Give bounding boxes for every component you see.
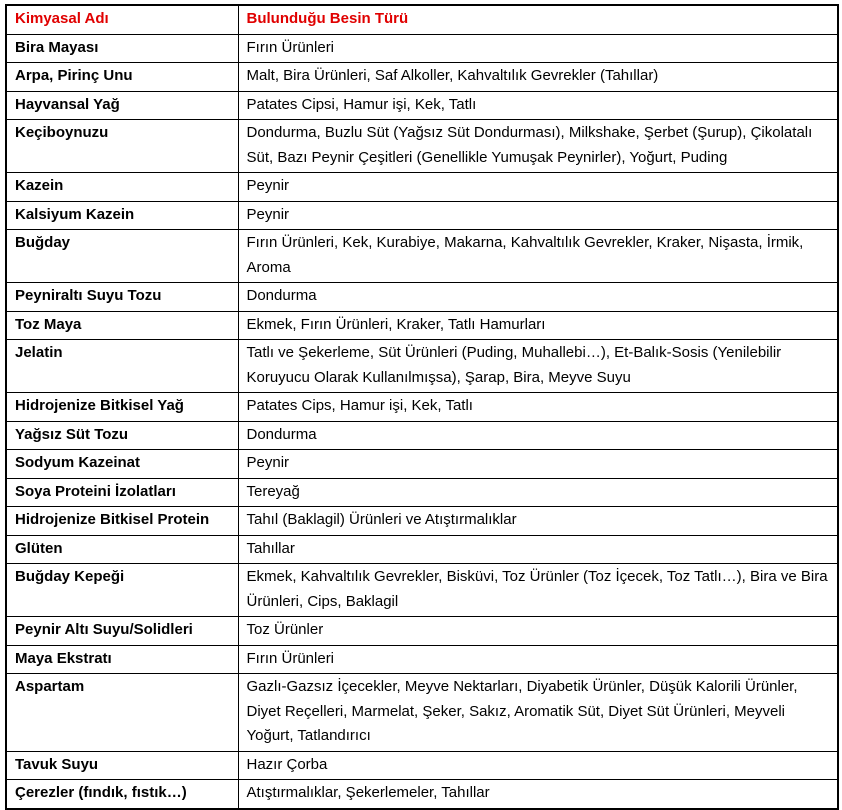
chemical-name-cell: Glüten bbox=[6, 535, 238, 564]
chemical-name-cell: Jelatin bbox=[6, 340, 238, 393]
chemical-name-cell: Kazein bbox=[6, 173, 238, 202]
food-types-cell: Hazır Çorba bbox=[238, 751, 838, 780]
chemical-name-cell: Maya Ekstratı bbox=[6, 645, 238, 674]
table-row bbox=[6, 283, 838, 312]
food-types-cell: Tahıl (Baklagil) Ürünleri ve Atıştırmalıklar bbox=[238, 507, 838, 536]
chemical-name-cell: Kalsiyum Kazein bbox=[6, 201, 238, 230]
chemical-name-cell: Hidrojenize Bitkisel Protein bbox=[6, 507, 238, 536]
chemical-name-cell: Tavuk Suyu bbox=[6, 751, 238, 780]
food-types-cell: Malt, Bira Ürünleri, Saf Alkoller, Kahvaltılık Gevrekler (Tahıllar) bbox=[238, 63, 838, 92]
food-types-cell: Tereyağ bbox=[238, 478, 838, 507]
table-row bbox=[6, 63, 838, 92]
chemical-name-cell: Peyniraltı Suyu Tozu bbox=[6, 283, 238, 312]
table-row bbox=[6, 450, 838, 479]
table-row bbox=[6, 564, 838, 617]
food-types-cell: Ekmek, Kahvaltılık Gevrekler, Bisküvi, Toz Ürünler (Toz İçecek, Toz Tatlı…), Bira ve Bira Ürünleri, Cips, Baklagil bbox=[238, 564, 838, 617]
table-row bbox=[6, 478, 838, 507]
chemical-name-cell: Toz Maya bbox=[6, 311, 238, 340]
food-types-cell: Peynir bbox=[238, 450, 838, 479]
table-row bbox=[6, 34, 838, 63]
food-types-cell: Ekmek, Fırın Ürünleri, Kraker, Tatlı Hamurları bbox=[238, 311, 838, 340]
food-types-cell: Dondurma bbox=[238, 283, 838, 312]
food-types-cell: Dondurma bbox=[238, 421, 838, 450]
table-row bbox=[6, 340, 838, 393]
food-types-cell: Toz Ürünler bbox=[238, 617, 838, 646]
header-row bbox=[6, 5, 838, 34]
chemical-food-table bbox=[5, 4, 839, 810]
food-types-cell: Peynir bbox=[238, 201, 838, 230]
table-row bbox=[6, 535, 838, 564]
table-row bbox=[6, 617, 838, 646]
chemical-name-cell: Hayvansal Yağ bbox=[6, 91, 238, 120]
food-types-cell: Tatlı ve Şekerleme, Süt Ürünleri (Puding, Muhallebi…), Et-Balık-Sosis (Yenilebilir Koruyucu Olarak Kullanılmışsa), Şarap, Bira, Meyve Suyu bbox=[238, 340, 838, 393]
table-row bbox=[6, 751, 838, 780]
table-row bbox=[6, 780, 838, 809]
food-types-cell: Patates Cips, Hamur işi, Kek, Tatlı bbox=[238, 393, 838, 422]
column-header-chemical-name: Kimyasal Adı bbox=[6, 5, 238, 34]
food-types-cell: Dondurma, Buzlu Süt (Yağsız Süt Dondurması), Milkshake, Şerbet (Şurup), Çikolatalı Süt, Bazı Peynir Çeşitleri (Genellikle Yumuşak Peynirler), Yoğurt, Puding bbox=[238, 120, 838, 173]
column-header-food-type: Bulunduğu Besin Türü bbox=[238, 5, 838, 34]
table-row bbox=[6, 421, 838, 450]
chemical-name-cell: Yağsız Süt Tozu bbox=[6, 421, 238, 450]
food-types-cell: Tahıllar bbox=[238, 535, 838, 564]
food-types-cell: Fırın Ürünleri bbox=[238, 645, 838, 674]
food-types-cell: Patates Cipsi, Hamur işi, Kek, Tatlı bbox=[238, 91, 838, 120]
chemical-name-cell: Hidrojenize Bitkisel Yağ bbox=[6, 393, 238, 422]
table-row bbox=[6, 507, 838, 536]
chemical-name-cell: Soya Proteini İzolatları bbox=[6, 478, 238, 507]
food-types-cell: Fırın Ürünleri bbox=[238, 34, 838, 63]
food-types-cell: Fırın Ürünleri, Kek, Kurabiye, Makarna, Kahvaltılık Gevrekler, Kraker, Nişasta, İrmik, Aroma bbox=[238, 230, 838, 283]
table-row bbox=[6, 393, 838, 422]
chemical-name-cell: Çerezler (fındık, fıstık…) bbox=[6, 780, 238, 809]
table-row bbox=[6, 311, 838, 340]
chemical-name-cell: Keçiboynuzu bbox=[6, 120, 238, 173]
food-types-cell: Atıştırmalıklar, Şekerlemeler, Tahıllar bbox=[238, 780, 838, 809]
table-row bbox=[6, 230, 838, 283]
table-row bbox=[6, 91, 838, 120]
table-row bbox=[6, 173, 838, 202]
table-row bbox=[6, 645, 838, 674]
food-types-cell: Peynir bbox=[238, 173, 838, 202]
chemical-name-cell: Buğday Kepeği bbox=[6, 564, 238, 617]
table-row bbox=[6, 201, 838, 230]
chemical-name-cell: Peynir Altı Suyu/Solidleri bbox=[6, 617, 238, 646]
chemical-name-cell: Buğday bbox=[6, 230, 238, 283]
table-row bbox=[6, 120, 838, 173]
food-types-cell: Gazlı-Gazsız İçecekler, Meyve Nektarları, Diyabetik Ürünler, Düşük Kalorili Ürünler, Diyet Reçelleri, Marmelat, Şeker, Sakız, Aromatik Süt, Diyet Süt Ürünleri, Meyveli Yoğurt, Tatlandırıcı bbox=[238, 674, 838, 752]
chemical-name-cell: Arpa, Pirinç Unu bbox=[6, 63, 238, 92]
chemical-name-cell: Aspartam bbox=[6, 674, 238, 752]
chemical-name-cell: Bira Mayası bbox=[6, 34, 238, 63]
table-row bbox=[6, 674, 838, 752]
chemical-name-cell: Sodyum Kazeinat bbox=[6, 450, 238, 479]
